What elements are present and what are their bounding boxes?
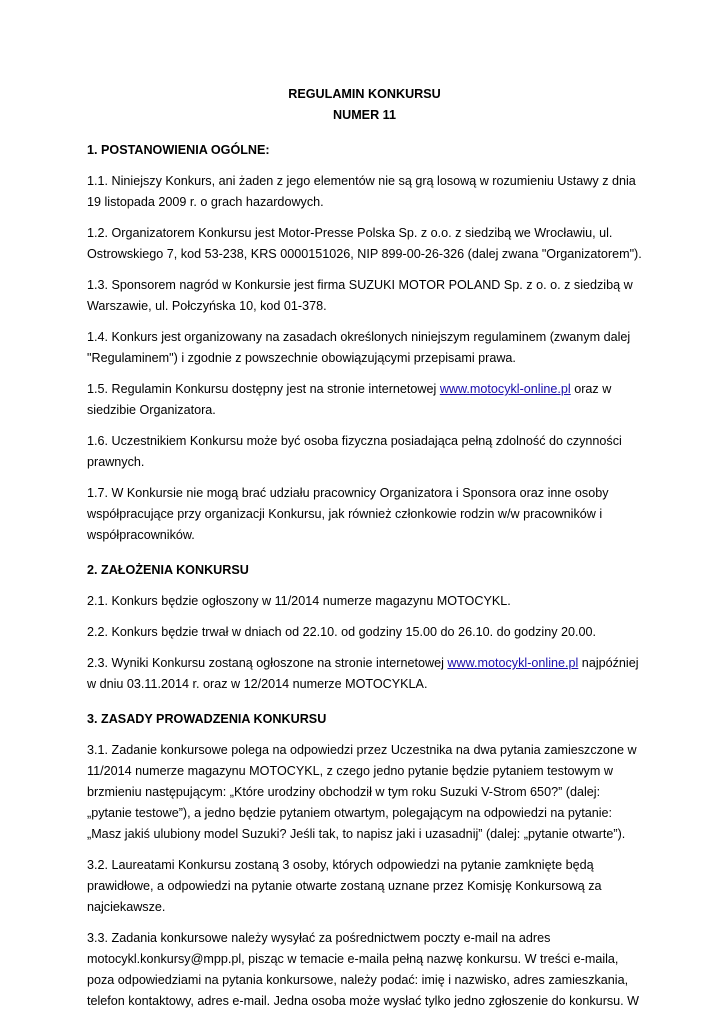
paragraph-1-7: 1.7. W Konkursie nie mogą brać udziału pracownicy Organizatora i Sponsora oraz inne osoby współpracujące przy organizacji Konkursu, jak również członkowie rodzin w/w pracowników i współpracowników.: [87, 486, 609, 542]
paragraph-1-5-text: 1.5. Regulamin Konkursu dostępny jest na stronie internetowej: [87, 382, 440, 396]
paragraph-1-1: 1.1. Niniejszy Konkurs, ani żaden z jego elementów nie są grą losową w rozumieniu Ustawy z dnia 19 listopada 2009 r. o grach hazardowych.: [87, 174, 636, 209]
section-3-heading: 3. ZASADY PROWADZENIA KONKURSU: [87, 712, 327, 726]
website-link[interactable]: www.motocykl-online.pl: [439, 382, 571, 396]
paragraph-2-3: [87, 653, 642, 695]
document-title-line2: NUMER 11: [333, 108, 396, 122]
paragraph-2-2: 2.2. Konkurs będzie trwał w dniach od 22.10. od godziny 15.00 do 26.10. do godziny 20.00.: [87, 625, 597, 639]
paragraph-1-4: 1.4. Konkurs jest organizowany na zasadach określonych niniejszym regulaminem (zwanym dalej "Regulaminem") i zgodnie z powszechnie obowiązującymi przepisami prawa.: [87, 330, 631, 365]
paragraph-1-5: [87, 379, 642, 421]
paragraph-3-1: 3.1. Zadanie konkursowe polega na odpowiedzi przez Uczestnika na dwa pytania zamieszczone w 11/2014 numerze magazynu MOTOCYKL, z czego jedno pytanie będzie pytaniem testowym w brzmieniu następującym: „Które urodziny obchodził w tym roku Suzuki V-Strom 650?” (dalej: „pytanie testowe”), a jedno będzie pytaniem otwartym, polegającym na odpowiedzi na pytanie: „Masz jakiś ulubiony model Suzuki? Jeśli tak, to napisz jaki i uzasadnij” (dalej: „pytanie otwarte”).: [87, 743, 637, 841]
document-page: [87, 84, 642, 1022]
paragraph-2-1: 2.1. Konkurs będzie ogłoszony w 11/2014 numerze magazynu MOTOCYKL.: [87, 594, 511, 608]
section-1-heading: 1. POSTANOWIENIA OGÓLNE:: [87, 143, 270, 157]
document-title-line1: REGULAMIN KONKURSU: [288, 87, 441, 101]
results-website-link[interactable]: www.motocykl-online.pl: [447, 656, 579, 670]
paragraph-3-3: 3.3. Zadania konkursowe należy wysyłać za pośrednictwem poczty e-mail na adres motocykl.konkursy@mpp.pl, pisząc w temacie e-maila pełną nazwę konkursu. W treści e-maila, poza odpowiedziami na pytania konkursowe, należy podać: imię i nazwisko, adres zamieszkania, telefon kontaktowy, adres e-mail. Jedna osoba może wysłać tylko jedno zgłoszenie do konkursu. W: [87, 931, 640, 1008]
paragraph-1-2: 1.2. Organizatorem Konkursu jest Motor-Presse Polska Sp. z o.o. z siedzibą we Wrocławiu, ul. Ostrowskiego 7, kod 53-238, KRS 0000151026, NIP 899-00-26-326 (dalej zwana "Organizatorem").: [87, 226, 642, 261]
paragraph-2-3-text: 2.3. Wyniki Konkursu zostaną ogłoszone na stronie internetowej: [87, 656, 448, 670]
paragraph-3-2: 3.2. Laureatami Konkursu zostaną 3 osoby, których odpowiedzi na pytanie zamknięte będą prawidłowe, a odpowiedzi na pytanie otwarte zostaną uznane przez Komisję Konkursową za najciekawsze.: [87, 858, 602, 914]
paragraph-2-3-text-end: najpóźniej w dniu 03.11.2014 r. oraz w 12/2014 numerze MOTOCYKLA.: [87, 656, 639, 691]
paragraph-1-3: 1.3. Sponsorem nagród w Konkursie jest firma SUZUKI MOTOR POLAND Sp. z o. o. z siedzibą w Warszawie, ul. Połczyńska 10, kod 01-378.: [87, 278, 633, 313]
paragraph-1-5-text-end: oraz w siedzibie Organizatora.: [87, 382, 612, 417]
paragraph-1-6: 1.6. Uczestnikiem Konkursu może być osoba fizyczna posiadająca pełną zdolność do czynności prawnych.: [87, 434, 622, 469]
section-2-heading: 2. ZAŁOŻENIA KONKURSU: [87, 563, 249, 577]
